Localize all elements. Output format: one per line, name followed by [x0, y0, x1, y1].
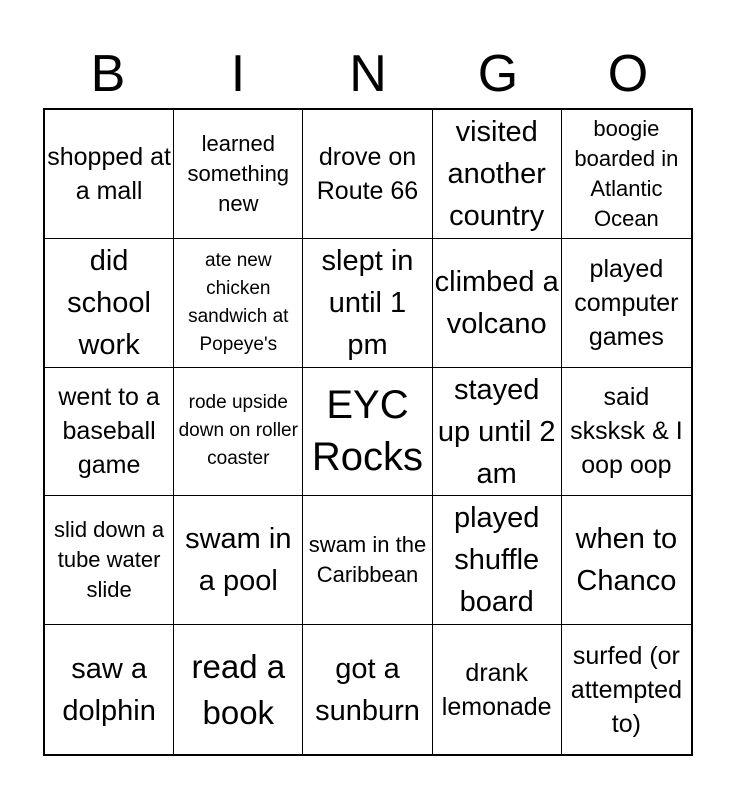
bingo-cell[interactable]: read a book	[174, 625, 303, 754]
bingo-cell[interactable]: swam in the Caribbean	[303, 496, 432, 625]
bingo-cell[interactable]: climbed a volcano	[433, 239, 562, 368]
bingo-cell[interactable]: got a sunburn	[303, 625, 432, 754]
bingo-cell[interactable]: drove on Route 66	[303, 110, 432, 239]
bingo-cell[interactable]: shopped at a mall	[45, 110, 174, 239]
bingo-cell[interactable]: said sksksk & I oop oop	[562, 368, 691, 497]
bingo-header	[43, 40, 693, 108]
bingo-cell[interactable]: learned something new	[174, 110, 303, 239]
header-letter-b: B	[90, 45, 126, 103]
bingo-cell[interactable]: stayed up until 2 am	[433, 368, 562, 497]
bingo-cell[interactable]: slid down a tube water slide	[45, 496, 174, 625]
bingo-cell[interactable]: visited another country	[433, 110, 562, 239]
bingo-cell[interactable]: did school work	[45, 239, 174, 368]
bingo-cell[interactable]: played shuffle board	[433, 496, 562, 625]
bingo-cell[interactable]: drank lemonade	[433, 625, 562, 754]
header-letter-n: N	[349, 45, 387, 103]
bingo-cell[interactable]: slept in until 1 pm	[303, 239, 432, 368]
bingo-cell[interactable]: surfed (or attempted to)	[570, 641, 682, 738]
free-space[interactable]: EYC Rocks	[303, 368, 432, 497]
bingo-cell[interactable]: rode upside down on roller coaster	[174, 368, 303, 497]
bingo-cell[interactable]: swam in a pool	[174, 496, 303, 625]
bingo-cell[interactable]: when to Chanco	[562, 496, 691, 625]
bingo-card	[43, 108, 693, 756]
bingo-cell[interactable]: went to a baseball game	[45, 368, 174, 497]
header-letter-i: I	[230, 45, 246, 103]
bingo-cell[interactable]: ate new chicken sandwich at Popeye's	[174, 239, 303, 368]
header-letter-o: O	[607, 45, 649, 103]
bingo-cell[interactable]: boogie boarded in Atlantic Ocean	[562, 110, 691, 239]
header-letter-g: G	[477, 45, 519, 103]
bingo-cell[interactable]: played computer games	[562, 239, 691, 368]
bingo-cell[interactable]: saw a dolphin	[45, 625, 174, 754]
